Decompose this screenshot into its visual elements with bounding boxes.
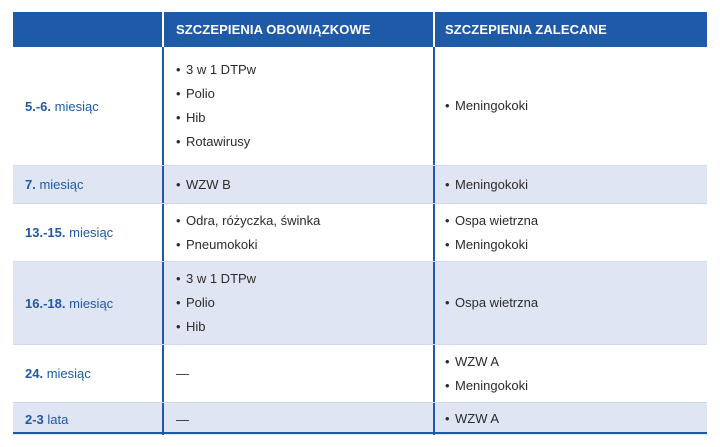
age-unit: miesiąc (69, 225, 114, 240)
header-mandatory: SZCZEPIENIA OBOWIĄZKOWE (162, 12, 433, 47)
mandatory-cell (162, 47, 433, 165)
age-unit: miesiąc (46, 366, 91, 381)
list-item: • Rotawirusy (176, 130, 256, 154)
age-number: 2-3 (25, 411, 44, 427)
list-item: • Hib (176, 315, 256, 339)
bullet: • (445, 295, 450, 310)
list-item: • Ospa wietrzna (445, 209, 538, 233)
bullet: • (445, 98, 450, 113)
table-row (13, 204, 707, 262)
list-item: • Ospa wietrzna (445, 291, 538, 315)
vaccination-table (13, 12, 707, 435)
age-number: 5.-6. (25, 98, 52, 114)
list-item: • WZW B (176, 173, 231, 197)
age-unit: lata (47, 411, 69, 427)
recommended-cell (433, 345, 707, 402)
table-bottom-border (13, 432, 707, 434)
age-number: 16.-18. (25, 295, 66, 311)
bullet: • (445, 236, 450, 252)
age-cell (13, 166, 162, 203)
bullet: • (176, 319, 181, 334)
list-item: • Odra, różyczka, świnka (176, 209, 320, 233)
age-number: 7. (25, 177, 36, 192)
mandatory-cell (162, 262, 433, 344)
age-unit: miesiąc (69, 295, 114, 311)
bullet: • (176, 295, 181, 310)
recommended-cell (433, 47, 707, 165)
age-cell (13, 403, 162, 435)
table-header (13, 12, 707, 47)
recommended-cell (433, 403, 707, 435)
list-item: • WZW A (445, 350, 528, 374)
mandatory-cell (162, 345, 433, 402)
table-row (13, 47, 707, 166)
bullet: • (176, 271, 181, 286)
mandatory-cell (162, 166, 433, 203)
bullet: • (176, 134, 181, 149)
bullet: • (176, 62, 181, 77)
table-row (13, 345, 707, 403)
bullet: • (445, 411, 450, 426)
bullet: • (445, 176, 450, 192)
table-row (13, 262, 707, 345)
empty-dash: — (176, 366, 189, 381)
list-item: • Hib (176, 106, 256, 130)
list-item: • Pneumokoki (176, 233, 320, 257)
list-item: • 3 w 1 DTPw (176, 267, 256, 291)
age-number: 24. (25, 366, 44, 381)
table-row (13, 166, 707, 204)
age-number: 13.-15. (25, 225, 66, 240)
list-item: • Polio (176, 82, 256, 106)
age-cell (13, 204, 162, 261)
bullet: • (445, 353, 450, 369)
bullet: • (176, 176, 181, 192)
bullet: • (176, 236, 181, 252)
list-item: • 3 w 1 DTPw (176, 58, 256, 82)
header-recommended: SZCZEPIENIA ZALECANE (433, 12, 707, 47)
mandatory-cell (162, 204, 433, 261)
age-unit: miesiąc (54, 98, 99, 114)
recommended-cell (433, 204, 707, 261)
bullet: • (176, 110, 181, 125)
bullet: • (176, 212, 181, 228)
bullet: • (176, 86, 181, 101)
list-item: • WZW A (445, 407, 499, 431)
empty-dash: — (176, 411, 189, 427)
age-unit: miesiąc (39, 177, 84, 192)
age-cell (13, 345, 162, 402)
age-cell (13, 47, 162, 165)
bullet: • (445, 212, 450, 228)
list-item: • Meningokoki (445, 233, 538, 257)
list-item: • Meningokoki (445, 374, 528, 398)
age-cell (13, 262, 162, 344)
bullet: • (445, 377, 450, 393)
table-row (13, 403, 707, 435)
list-item: • Polio (176, 291, 256, 315)
list-item: • Meningokoki (445, 94, 528, 118)
mandatory-cell (162, 403, 433, 435)
recommended-cell (433, 166, 707, 203)
list-item: • Meningokoki (445, 173, 528, 197)
header-age (13, 12, 162, 47)
recommended-cell (433, 262, 707, 344)
